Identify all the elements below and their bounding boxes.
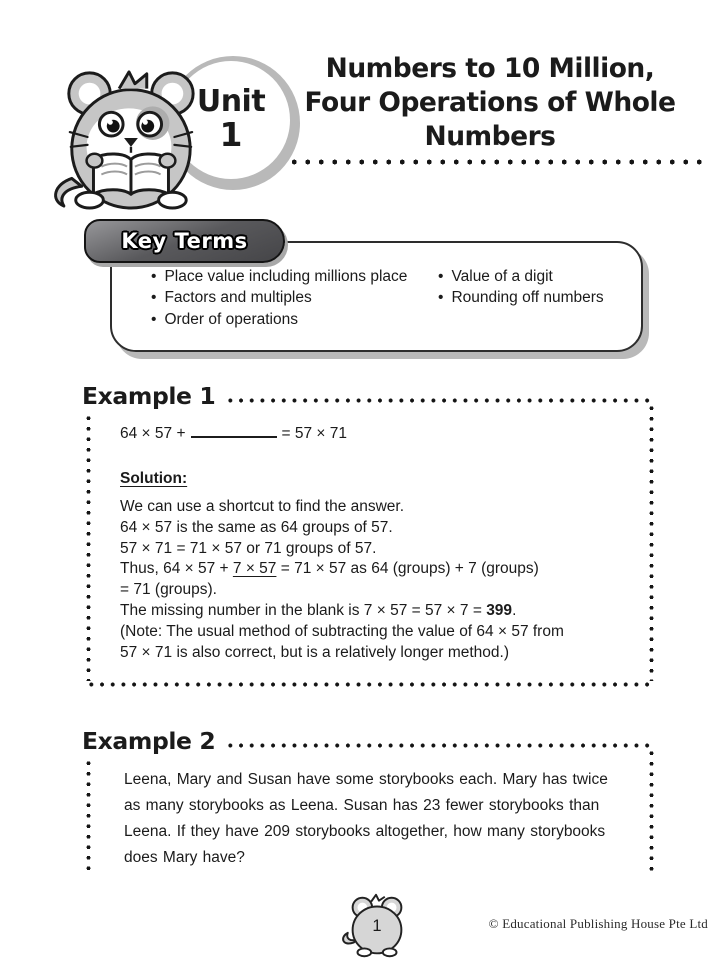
- key-terms-list-right: [438, 266, 604, 330]
- bullet-icon: •: [438, 268, 444, 285]
- example1-dotted-bottom: [86, 682, 654, 687]
- underlined-term: 7 × 57: [232, 560, 277, 578]
- bullet-icon: •: [151, 289, 157, 307]
- example2-dotted-left: [86, 758, 91, 877]
- key-term-item: [151, 287, 438, 308]
- key-terms-columns: [151, 266, 631, 330]
- key-term-item: [438, 287, 604, 308]
- key-terms-banner: [84, 219, 285, 263]
- problem-line: Leena, Mary and Susan have some storybooks each. Mary has twice: [124, 771, 608, 788]
- missing-post: .: [512, 601, 517, 619]
- unit-label: Unit: [196, 83, 266, 119]
- key-term-text: Rounding off numbers: [451, 289, 604, 307]
- answer-value: 399: [486, 601, 513, 619]
- missing-pre: The missing number in the blank is 7 × 57 = 57 × 7 =: [120, 601, 487, 619]
- unit-number: 1: [219, 114, 243, 154]
- key-term-text: Value of a digit: [451, 268, 553, 285]
- example1-problem: [120, 425, 347, 443]
- key-term-text: Factors and multiples: [164, 289, 312, 307]
- solution-line: = 71 (groups).: [120, 581, 217, 599]
- problem-line: Leena. If they have 209 storybooks altogether, how many storybooks: [124, 823, 606, 840]
- example2-heading: Example 2: [82, 727, 216, 755]
- key-term-text: Order of operations: [164, 310, 298, 328]
- example1-dotted-left: [86, 413, 91, 681]
- bullet-icon: •: [438, 289, 444, 307]
- solution-label: Solution:: [120, 470, 188, 487]
- thus-post: = 71 × 57 as 64 (groups) + 7 (groups): [276, 560, 539, 578]
- solution-line: 57 × 71 = 71 × 57 or 71 groups of 57.: [120, 539, 377, 557]
- problem-rhs: = 57 × 71: [281, 425, 348, 442]
- key-terms-list-left: [151, 266, 438, 330]
- example2-dotted-top: [225, 743, 654, 748]
- mascot-mouse-reading-icon: [50, 62, 208, 210]
- thus-pre: Thus, 64 × 57 +: [120, 560, 233, 578]
- problem-line: does Mary have?: [124, 849, 245, 866]
- example2-problem: [124, 767, 652, 871]
- bullet-icon: •: [151, 310, 157, 328]
- example1-heading: Example 1: [82, 382, 216, 410]
- solution-line-thus: [120, 559, 652, 580]
- key-terms-heading: Key Terms: [121, 229, 248, 253]
- unit-title-line-3: Numbers: [424, 121, 556, 152]
- note-line: 57 × 71 is also correct, but is a relatively longer method.): [120, 643, 509, 661]
- example1-dotted-top: [225, 398, 654, 403]
- problem-line: as many storybooks as Leena. Susan has 23 fewer storybooks than: [124, 797, 600, 814]
- bullet-icon: •: [151, 268, 157, 285]
- solution-line: 64 × 57 is the same as 64 groups of 57.: [120, 518, 393, 536]
- problem-lhs: 64 × 57 +: [120, 425, 186, 442]
- key-term-text: Place value including millions place: [164, 268, 408, 285]
- title-dotted-divider: [274, 159, 704, 165]
- key-term-item: [438, 266, 604, 287]
- copyright-text: © Educational Publishing House Pte Ltd: [488, 916, 708, 931]
- key-term-item: [151, 309, 438, 330]
- answer-blank: [191, 425, 277, 438]
- unit-title: [270, 52, 710, 154]
- unit-title-line-2: Four Operations of Whole: [304, 87, 676, 118]
- example1-solution: [120, 497, 652, 663]
- page-number: 1: [372, 917, 382, 935]
- solution-line: We can use a shortcut to find the answer.: [120, 498, 405, 515]
- solution-line-answer: [120, 601, 652, 622]
- unit-title-line-1: Numbers to 10 Million,: [325, 53, 655, 84]
- key-term-item: [151, 266, 438, 287]
- note-line: (Note: The usual method of subtracting the value of 64 × 57 from: [120, 622, 564, 640]
